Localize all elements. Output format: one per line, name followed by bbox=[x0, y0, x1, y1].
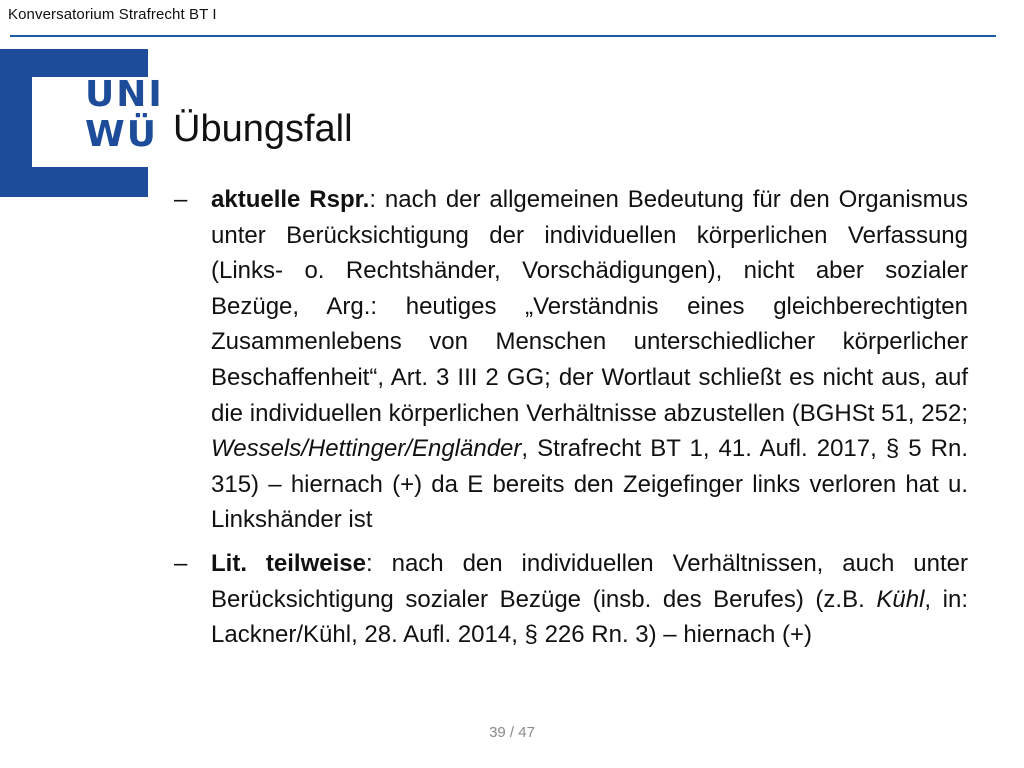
bullet-item bbox=[172, 546, 968, 653]
bullet-dash: – bbox=[174, 186, 188, 213]
bullet-citation-author: Wessels/Hettinger/Engländer bbox=[211, 435, 522, 463]
logo-line-2: WÜ bbox=[85, 114, 158, 155]
bullet-text: : nach den individuellen Verhältnissen, auch unter Berücksichtigung sozialer Bezüge (insb. des Berufes) (z.B. bbox=[211, 549, 968, 613]
bullet-label: Lit. teilweise bbox=[211, 549, 366, 577]
page-number: 39 / 47 bbox=[489, 724, 535, 741]
bullet-label: aktuelle Rspr. bbox=[211, 186, 370, 213]
header-divider bbox=[10, 35, 996, 37]
bullet-item bbox=[172, 182, 968, 538]
bullet-citation-author: Kühl bbox=[876, 585, 925, 613]
logo-line-1: UNI bbox=[85, 74, 164, 115]
bullet-dash: – bbox=[174, 549, 188, 577]
logo-wordmark bbox=[85, 74, 164, 155]
slide-title: Übungsfall bbox=[173, 108, 353, 150]
presentation-title: Konversatorium Strafrecht BT I bbox=[8, 6, 217, 23]
slide-content bbox=[172, 182, 968, 661]
bullet-text: : nach der allgemeinen Bedeutung für den Organismus unter Berücksichtigung der individuellen körperlichen Verfassung (Links- o. Rechtshänder, Vorschädigungen), nicht aber sozialer Bezüge, Arg.: heutiges „Verständnis eines gleichberechtigten Zusammenlebens von Menschen unterschiedlicher körperlicher Beschaffenheit“, Art. 3 III 2 GG; der Wortlaut schließt es nicht aus, auf die individuellen körperlichen Verhältnisse abzustellen (BGHSt 51, 252; bbox=[211, 186, 968, 427]
bullet-text-continued: , Strafrecht BT 1, 41. Aufl. 2017, § 5 Rn. 315) – hiernach (+) da E bereits den Zeigefinger links verloren hat u. Linkshänder ist bbox=[211, 435, 968, 534]
bullet-text-continued: , in: Lackner/Kühl, 28. Aufl. 2014, § 226 Rn. 3) – hiernach (+) bbox=[211, 585, 969, 649]
